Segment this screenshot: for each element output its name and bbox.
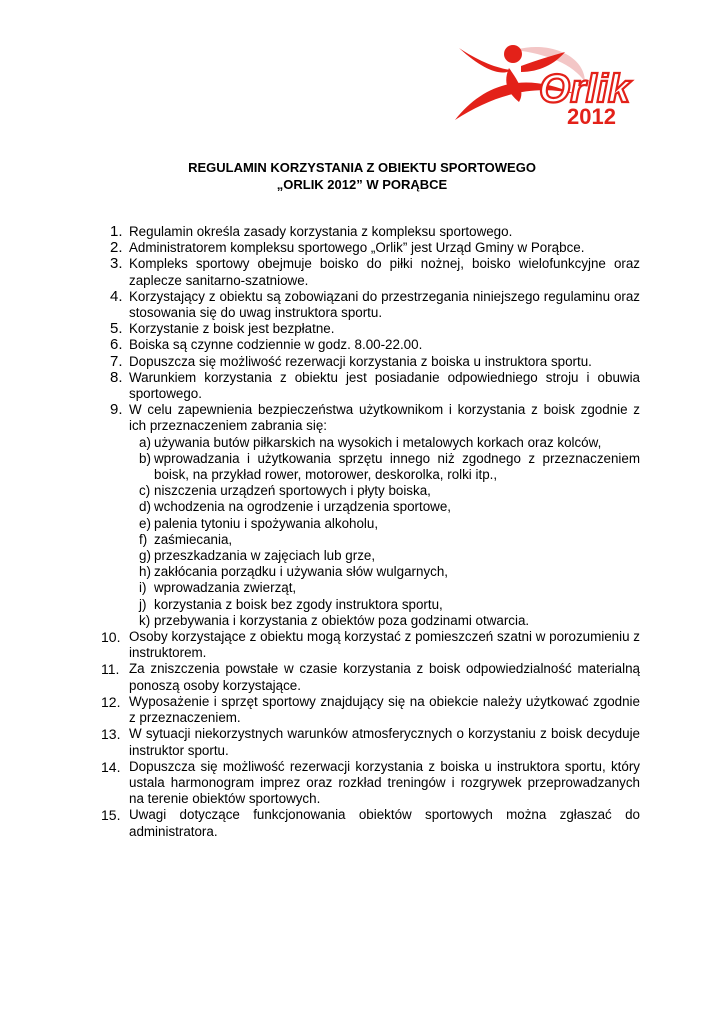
rule-number: 2.	[110, 239, 123, 257]
rule-text: Boiska są czynne codziennie w godz. 8.00-22.00.	[129, 337, 423, 353]
prohibition-text: wprowadzania zwierząt,	[154, 580, 297, 596]
prohibition-text: przeszkadzania w zajęciach lub grze,	[154, 548, 376, 564]
prohibition-item	[108, 532, 640, 548]
rule-item	[108, 370, 640, 402]
rule-item	[108, 224, 640, 240]
rule-number: 5.	[110, 320, 123, 338]
rule-number: 6.	[110, 336, 123, 354]
rule-number: 7.	[110, 352, 123, 370]
prohibition-item	[108, 613, 640, 629]
rule-text: Wyposażenie i sprzęt sportowy znajdujący się na obiekcie należy użytkować zgodnie z przeznaczeniem.	[129, 693, 640, 726]
prohibition-letter: i)	[139, 580, 147, 596]
prohibition-letter: k)	[139, 612, 151, 628]
rule-text: W sytuacji niekorzystnych warunków atmosferycznych o korzystaniu z boisk decyduje instruktor sportu.	[129, 726, 640, 758]
rule-item	[101, 629, 640, 661]
prohibition-text: zaśmiecania,	[154, 531, 233, 547]
prohibition-item	[108, 516, 640, 532]
rule-item	[108, 402, 640, 434]
document-title-line2: „ORLIK 2012” W PORĄBCE	[276, 177, 448, 192]
prohibition-text: wchodzenia na ogrodzenie i urządzenia sportowe,	[154, 499, 452, 515]
prohibition-letter: g)	[139, 548, 151, 564]
prohibition-item	[108, 499, 640, 515]
rule-item	[108, 321, 640, 337]
prohibition-text: niszczenia urządzeń sportowych i płyty boiska,	[154, 483, 431, 499]
rule-item	[101, 726, 640, 758]
document-title-line1: REGULAMIN KORZYSTANIA Z OBIEKTU SPORTOWEGO	[188, 160, 536, 175]
rule-number: 9.	[110, 401, 123, 419]
rule-text: Administratorem kompleksu sportowego „Orlik” jest Urząd Gminy w Porąbce.	[129, 240, 585, 256]
rule-number: 10.	[101, 629, 121, 646]
rule-text: Uwagi dotyczące funkcjonowania obiektów sportowych można zgłaszać do administratora.	[129, 807, 640, 839]
rule-item	[108, 256, 640, 288]
prohibition-letter: j)	[139, 596, 147, 612]
rule-text: Regulamin określa zasady korzystania z kompleksu sportowego.	[129, 224, 513, 239]
prohibition-letter: h)	[139, 564, 151, 580]
rule-text: Osoby korzystające z obiektu mogą korzystać z pomieszczeń szatni w porozumieniu z instruktorem.	[129, 629, 640, 661]
prohibition-item	[108, 580, 640, 596]
rule-number: 11.	[101, 661, 120, 678]
prohibition-item	[108, 597, 640, 613]
rule-number: 3.	[110, 255, 123, 273]
prohibition-letter: a)	[139, 434, 151, 450]
rule-text: Dopuszcza się możliwość rezerwacji korzystania z boiska u instruktora sportu, który ustala harmonogram imprez oraz rozkład treningów i rozgrywek przeprowadzanych na terenie obiektów sportowych.	[129, 758, 640, 807]
prohibition-text: palenia tytoniu i spożywania alkoholu,	[154, 515, 379, 531]
rules-list	[101, 223, 640, 840]
rule-text: W celu zapewnienia bezpieczeństwa użytkownikom i korzystania z boisk zgodnie z ich przeznaczeniem zabrania się:	[129, 402, 640, 434]
rule-item	[101, 758, 640, 808]
rule-text: Kompleks sportowy obejmuje boisko do piłki nożnej, boisko wielofunkcyjne oraz zaplecze sanitarno-szatniowe.	[129, 256, 640, 288]
prohibition-item	[108, 435, 640, 451]
rule-item	[101, 807, 640, 839]
rule-text: Za zniszczenia powstałe w czasie korzystania z boisk odpowiedzialność materialną ponoszą osoby korzystające.	[129, 661, 640, 693]
rule-number: 15.	[101, 807, 121, 824]
rule-text: Dopuszcza się możliwość rezerwacji korzystania z boiska u instruktora sportu.	[129, 353, 592, 369]
logo-figure-arm	[459, 48, 511, 72]
rule-text: Korzystający z obiektu są zobowiązani do przestrzegania niniejszego regulaminu oraz stosowania się do uwag instruktora sportu.	[129, 288, 640, 321]
rule-number: 1.	[110, 223, 123, 240]
rule-item	[108, 354, 640, 370]
prohibition-letter: b)	[139, 450, 151, 466]
rule-item	[101, 693, 640, 726]
rule-number: 14.	[101, 758, 121, 775]
rule-item	[101, 661, 640, 693]
prohibition-text: przebywania i korzystania z obiektów poza godzinami otwarcia.	[154, 612, 530, 628]
rule-item	[108, 337, 640, 353]
prohibition-letter: e)	[139, 515, 151, 531]
rule-text: Korzystanie z boisk jest bezpłatne.	[129, 321, 335, 337]
prohibition-text: zakłócania porządku i używania słów wulgarnych,	[154, 564, 448, 580]
orlik-2012-logo	[455, 42, 645, 128]
rule-number: 4.	[110, 287, 123, 305]
rule-number: 13.	[101, 726, 121, 743]
rule-item	[108, 240, 640, 256]
rule-item	[108, 289, 640, 321]
prohibition-text: używania butów piłkarskich na wysokich i metalowych korkach oraz kolców,	[154, 434, 602, 450]
rule-text: Warunkiem korzystania z obiektu jest posiadanie odpowiedniego stroju i obuwia sportowego.	[129, 369, 640, 402]
rule-number: 12.	[101, 693, 121, 710]
prohibition-item	[108, 548, 640, 564]
prohibition-item	[108, 483, 640, 499]
prohibition-letter: d)	[139, 499, 151, 515]
logo-figure-head	[504, 45, 522, 63]
prohibition-letter: c)	[139, 483, 151, 499]
logo-wordmark: Orlik	[539, 67, 631, 111]
prohibition-item	[108, 451, 640, 483]
prohibition-item	[108, 564, 640, 580]
prohibition-letter: f)	[139, 531, 148, 547]
prohibition-text: korzystania z boisk bez zgody instruktora sportu,	[154, 596, 443, 612]
logo-year: 2012	[567, 104, 616, 128]
rule-number: 8.	[110, 368, 123, 386]
prohibition-text: wprowadzania i użytkowania sprzętu innego niż zgodnego z przeznaczeniem boisk, na przykład rower, motorower, deskorolka, rolki itp.,	[154, 450, 640, 483]
